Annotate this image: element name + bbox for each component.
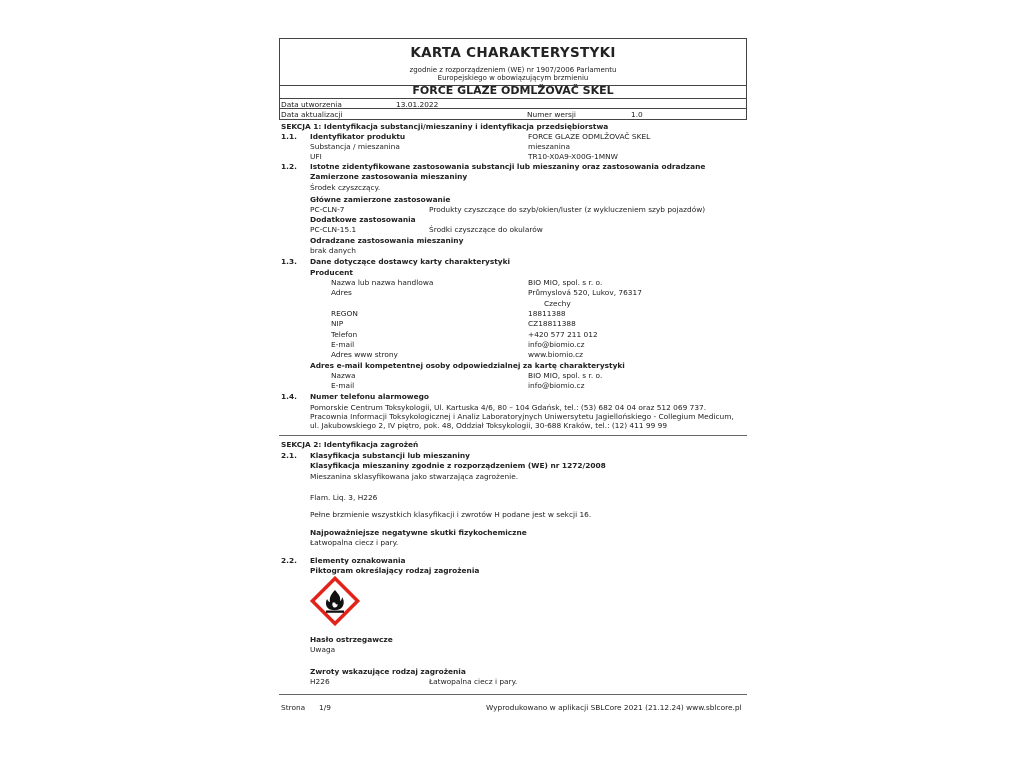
s11-title: Identyfikator produktu — [310, 132, 406, 141]
hazard-statements-title: Zwroty wskazujące rodzaj zagrożenia — [310, 667, 466, 676]
hazard-desc: Łatwopalna ciecz i pary. — [429, 677, 518, 686]
field-label: NIP — [331, 319, 344, 328]
field-value: 18811388 — [528, 309, 566, 318]
ufi-value: TR10-X0A9-X00G-1MNW — [528, 152, 618, 161]
classification-text: Mieszanina sklasyfikowana jako stwarzająca zagrożenie. — [310, 472, 519, 481]
main-use-desc: Produkty czyszczące do szyb/okien/luster (z wykluczeniem szyb pojazdów) — [429, 205, 706, 214]
section1-heading: SEKCJA 1: Identyfikacja substancji/mieszaniny i identyfikacja przedsiębiorstwa — [281, 122, 609, 131]
version-label: Numer wersji — [527, 110, 576, 119]
created-label: Data utworzenia — [281, 100, 342, 109]
created-value: 13.01.2022 — [396, 100, 439, 109]
field-value: www.biomio.cz — [528, 350, 584, 359]
field-value: +420 577 211 012 — [528, 330, 598, 339]
title-box — [279, 38, 747, 86]
substance-label: Substancja / mieszanina — [310, 142, 400, 151]
product-name-box — [279, 84, 747, 99]
field-label: Adres www strony — [331, 350, 398, 359]
field-label: E-mail — [331, 381, 355, 390]
intended-title: Zamierzone zastosowania mieszaniny — [310, 172, 468, 181]
producer-title: Producent — [310, 268, 353, 277]
section-divider — [279, 435, 747, 436]
product-name: FORCE GLAZE ODMLŽOVAČ SKEL — [412, 84, 614, 97]
s21-number: 2.1. — [281, 451, 297, 460]
s12-title: Istotne zidentyfikowane zastosowania substancji lub mieszaniny oraz zastosowania odradzane — [310, 162, 706, 171]
s11-number: 1.1. — [281, 132, 297, 141]
extra-use-desc: Środki czyszczące do okularów — [429, 225, 543, 234]
s21-title: Klasyfikacja substancji lub mieszaniny — [310, 451, 470, 460]
emergency-line: ul. Jakubowskiego 2, IV piętro, pok. 48, Oddział Toksykologii, 30-688 Kraków, tel.: (12) 411 99 99 — [310, 421, 668, 430]
field-value: BIO MIO, spol. s r. o. — [528, 278, 603, 287]
pictogram-title: Piktogram określający rodzaj zagrożenia — [310, 566, 480, 575]
field-label: Nazwa lub nazwa handlowa — [331, 278, 434, 287]
competent-title: Adres e-mail kompetentnej osoby odpowiedzialnej za kartę charakterystyki — [310, 361, 625, 370]
field-label: REGON — [331, 309, 358, 318]
section2-heading: SEKCJA 2: Identyfikacja zagrożeń — [281, 440, 419, 449]
extra-use-title: Dodatkowe zastosowania — [310, 215, 416, 224]
flame-pictogram-icon — [309, 575, 361, 627]
main-use-code: PC-CLN-7 — [310, 205, 345, 214]
field-value: info@biomio.cz — [528, 381, 585, 390]
document-title: KARTA CHARAKTERYSTYKI — [410, 45, 616, 61]
s13-title: Dane dotyczące dostawcy karty charakterystyki — [310, 257, 511, 266]
page-number: 1/9 — [319, 703, 331, 712]
emergency-line: Pracownia Informacji Toksykologicznej i Analiz Laboratoryjnych Uniwersytetu Jagiellońskiego - Collegium Medicum, — [310, 412, 734, 421]
s11-value: FORCE GLAZE ODMLŽOVAČ SKEL — [528, 132, 651, 141]
updated-label: Data aktualizacji — [281, 110, 343, 119]
field-label: Telefon — [331, 330, 358, 339]
main-use-title: Główne zamierzone zastosowanie — [310, 195, 451, 204]
ufi-label: UFI — [310, 152, 322, 161]
document-subtitle: zgodnie z rozporządzeniem (WE) nr 1907/2006 Parlamentu Europejskiego w obowiązującym brzmieniu — [409, 66, 617, 83]
classification-code: Flam. Liq. 3, H226 — [310, 493, 378, 502]
s22-title: Elementy oznakowania — [310, 556, 406, 565]
full-text-note: Pełne brzmienie wszystkich klasyfikacji i zwrotów H podane jest w sekcji 16. — [310, 510, 592, 519]
signal-word-title: Hasło ostrzegawcze — [310, 635, 393, 644]
s14-number: 1.4. — [281, 392, 297, 401]
substance-value: mieszanina — [528, 142, 571, 151]
classification-title: Klasyfikacja mieszaniny zgodnie z rozporządzeniem (WE) nr 1272/2008 — [310, 461, 606, 470]
extra-use-code: PC-CLN-15.1 — [310, 225, 357, 234]
s14-title: Numer telefonu alarmowego — [310, 392, 429, 401]
field-label: Nazwa — [331, 371, 356, 380]
effects-title: Najpoważniejsze negatywne skutki fizykochemiczne — [310, 528, 527, 537]
advised-title: Odradzane zastosowania mieszaniny — [310, 236, 464, 245]
field-value: Průmyslová 520, Lukov, 76317 — [528, 288, 642, 297]
s12-number: 1.2. — [281, 162, 297, 171]
emergency-line: Pomorskie Centrum Toksykologii, Ul. Kartuska 4/6, 80 – 104 Gdańsk, tel.: (53) 682 04 04 oraz 512 069 737. — [310, 403, 707, 412]
field-value: Czechy — [544, 299, 571, 308]
hazard-code: H226 — [310, 677, 330, 686]
signal-word-value: Uwaga — [310, 645, 336, 654]
s22-number: 2.2. — [281, 556, 297, 565]
document-page — [279, 38, 747, 718]
page-label: Strona — [281, 703, 306, 712]
field-value: info@biomio.cz — [528, 340, 585, 349]
field-value: CZ18811388 — [528, 319, 576, 328]
intended-value: Środek czyszczący. — [310, 183, 381, 192]
field-label: Adres — [331, 288, 352, 297]
s13-number: 1.3. — [281, 257, 297, 266]
field-label: E-mail — [331, 340, 355, 349]
effects-value: Łatwopalna ciecz i pary. — [310, 538, 399, 547]
producer-footer: Wyprodukowano w aplikacji SBLCore 2021 (21.12.24) www.sblcore.pl — [486, 703, 742, 712]
footer-divider — [279, 694, 747, 695]
dates-box — [279, 99, 747, 120]
field-value: BIO MIO, spol. s r. o. — [528, 371, 603, 380]
version-value: 1.0 — [631, 110, 643, 119]
advised-value: brak danych — [310, 246, 356, 255]
